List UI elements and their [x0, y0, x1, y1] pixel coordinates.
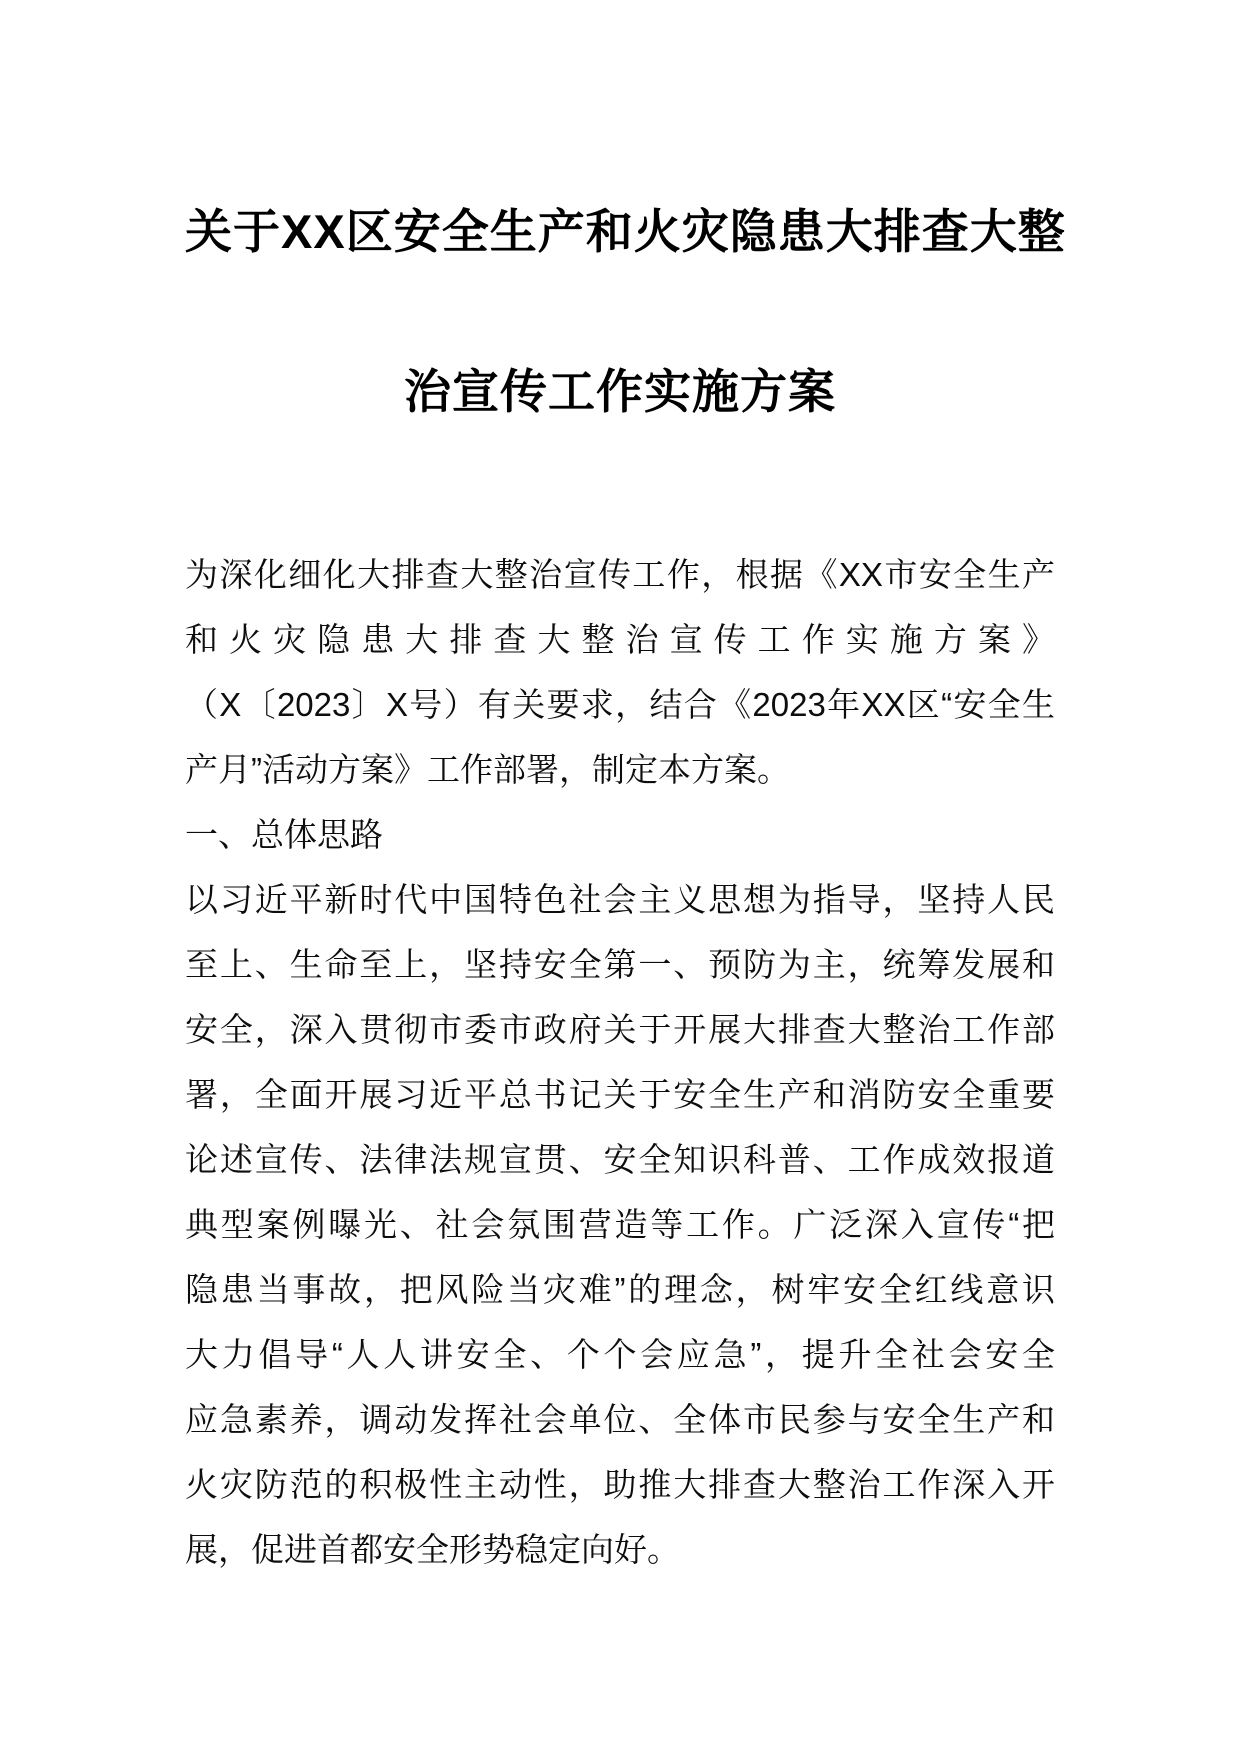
text-line: 火灾防范的积极性主动性，助推大排查大整治工作深入开: [185, 1466, 1055, 1503]
text-line: 和火灾隐患大排查大整治宣传工作实施方案》: [185, 621, 1055, 658]
text-line: 展，促进首都安全形势稳定向好。: [185, 1531, 680, 1568]
text-line: 应急素养，调动发挥社会单位、全体市民参与安全生产和: [185, 1401, 1055, 1438]
document-body: [185, 542, 1055, 1582]
text-line: 安全，深入贯彻市委市政府关于开展大排查大整治工作部: [185, 1011, 1055, 1048]
text-line: 关于XX区安全生产和火灾隐患大排查大整: [185, 205, 1066, 258]
text-line: 治宣传工作实施方案: [404, 365, 836, 418]
text-line: 为深化细化大排查大整治宣传工作，根据《XX市安全生产: [185, 556, 1055, 593]
text-line: 以习近平新时代中国特色社会主义思想为指导，坚持人民: [185, 881, 1055, 918]
paragraph-intro: [185, 542, 1055, 802]
text-line: 至上、生命至上，坚持安全第一、预防为主，统筹发展和: [185, 946, 1055, 983]
document-title: [185, 152, 1066, 472]
text-line: 产月”活动方案》工作部署，制定本方案。: [185, 751, 790, 788]
text-line: （X〔2023〕X号）有关要求，结合《2023年XX区“安全生: [185, 686, 1055, 723]
section-heading-overall-approach: 一、总体思路: [185, 816, 383, 853]
document-content: [185, 152, 1066, 1582]
text-line: 论述宣传、法律法规宣贯、安全知识科普、工作成效报道: [185, 1141, 1055, 1178]
text-line: 隐患当事故，把风险当灾难”的理念，树牢安全红线意识: [185, 1271, 1055, 1308]
text-line: 典型案例曝光、社会氛围营造等工作。广泛深入宣传“把: [185, 1206, 1055, 1243]
paragraph-overall-approach: [185, 867, 1055, 1582]
text-line: 署，全面开展习近平总书记关于安全生产和消防安全重要: [185, 1076, 1055, 1113]
text-line: 大力倡导“人人讲安全、个个会应急”，提升全社会安全: [185, 1336, 1055, 1373]
